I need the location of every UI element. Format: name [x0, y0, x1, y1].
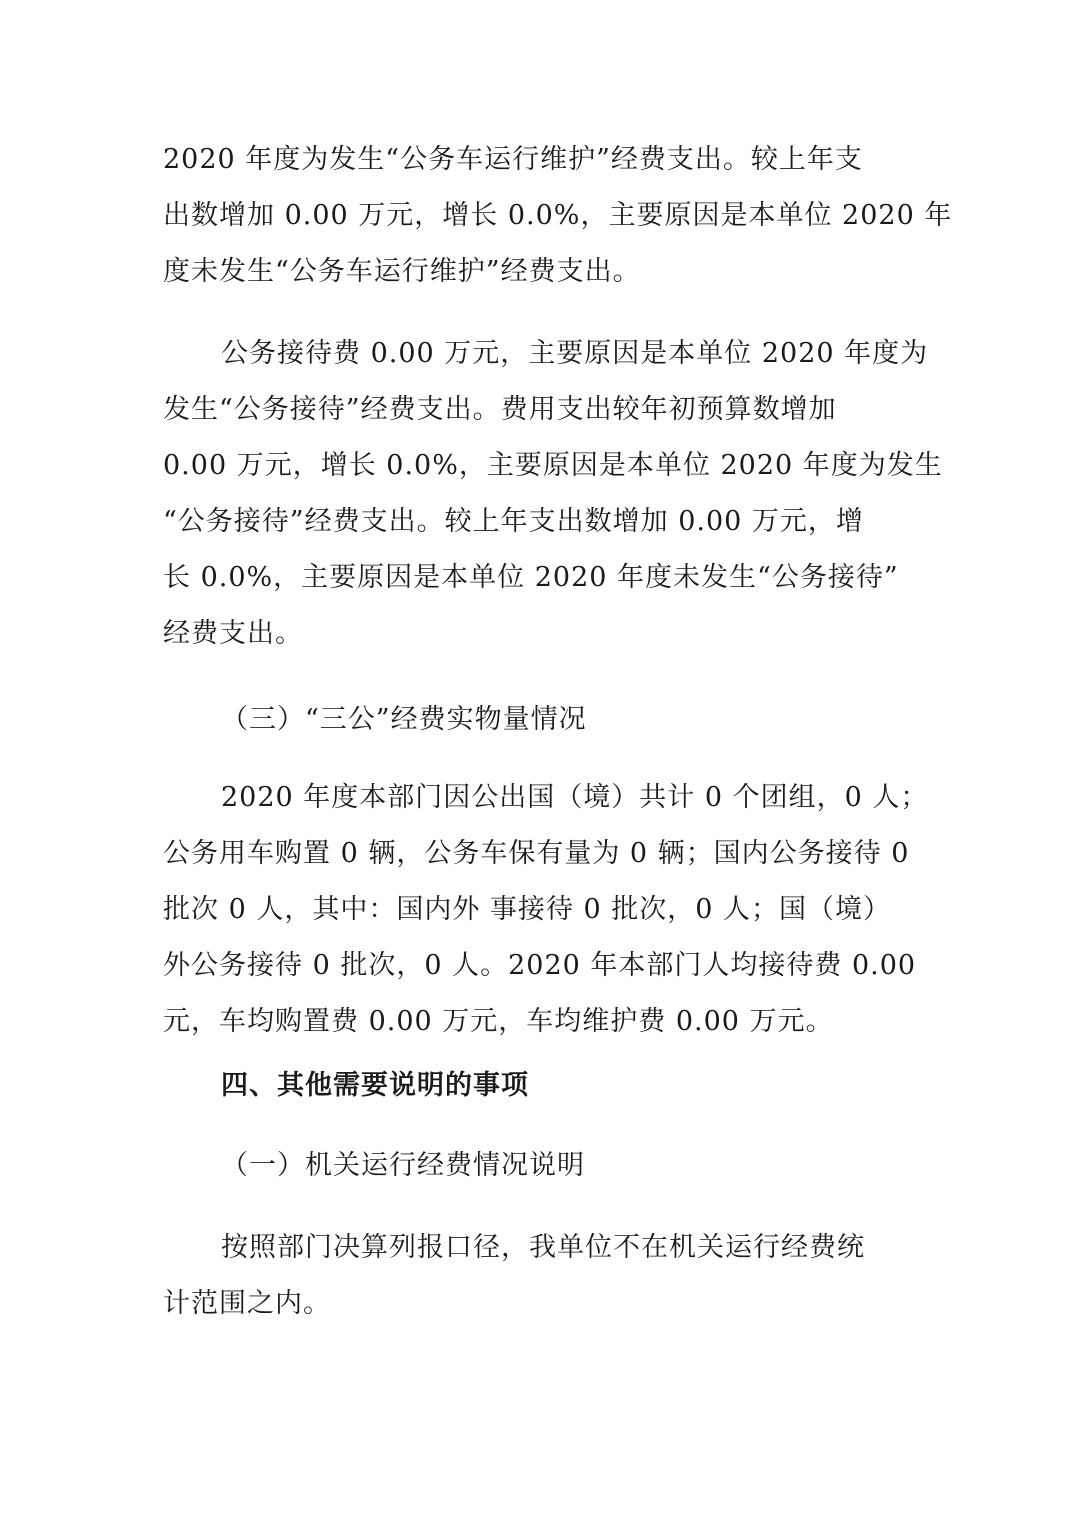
section-heading-other-matters: 四、其他需要说明的事项	[221, 1070, 529, 1101]
text-line: 外公务接待 0 批次，0 人。2020 年本部门人均接待费 0.00	[163, 950, 917, 981]
text-line: 批次 0 人，其中：国内外 事接待 0 批次，0 人；国（境）	[163, 894, 892, 925]
text-line: 公务用车购置 0 辆，公务车保有量为 0 辆；国内公务接待 0	[163, 838, 910, 869]
text-line: “公务接待”经费支出。较上年支出数增加 0.00 万元，增	[163, 506, 864, 537]
text-line: 0.00 万元，增长 0.0%，主要原因是本单位 2020 年度为发生	[163, 450, 943, 481]
text-line: 元，车均购置费 0.00 万元，车均维护费 0.00 万元。	[163, 1006, 834, 1037]
text-line: 经费支出。	[163, 618, 303, 649]
text-line: 2020 年度本部门因公出国（境）共计 0 个团组，0 人；	[221, 782, 929, 813]
text-line: 按照部门决算列报口径，我单位不在机关运行经费统	[221, 1232, 865, 1263]
text-line: 2020 年度为发生“公务车运行维护”经费支出。较上年支	[163, 144, 863, 175]
text-line: 出数增加 0.00 万元，增长 0.0%，主要原因是本单位 2020 年	[163, 200, 953, 231]
text-line: 发生“公务接待”经费支出。费用支出较年初预算数增加	[163, 394, 837, 425]
paragraph-physical-quantity	[163, 770, 929, 1050]
text-line: 计范围之内。	[163, 1288, 331, 1319]
subsection-heading-operating-expenses: （一）机关运行经费情况说明	[221, 1150, 585, 1181]
section-heading-three-public: （三）“三公”经费实物量情况	[221, 704, 587, 735]
paragraph-operating-expenses	[163, 1220, 923, 1332]
text-line: 度未发生“公务车运行维护”经费支出。	[163, 256, 641, 287]
paragraph-official-reception	[163, 326, 943, 662]
paragraph-vehicle-maintenance	[163, 132, 953, 300]
text-line: 长 0.0%，主要原因是本单位 2020 年度未发生“公务接待”	[163, 562, 899, 593]
text-line: 公务接待费 0.00 万元，主要原因是本单位 2020 年度为	[221, 338, 929, 369]
